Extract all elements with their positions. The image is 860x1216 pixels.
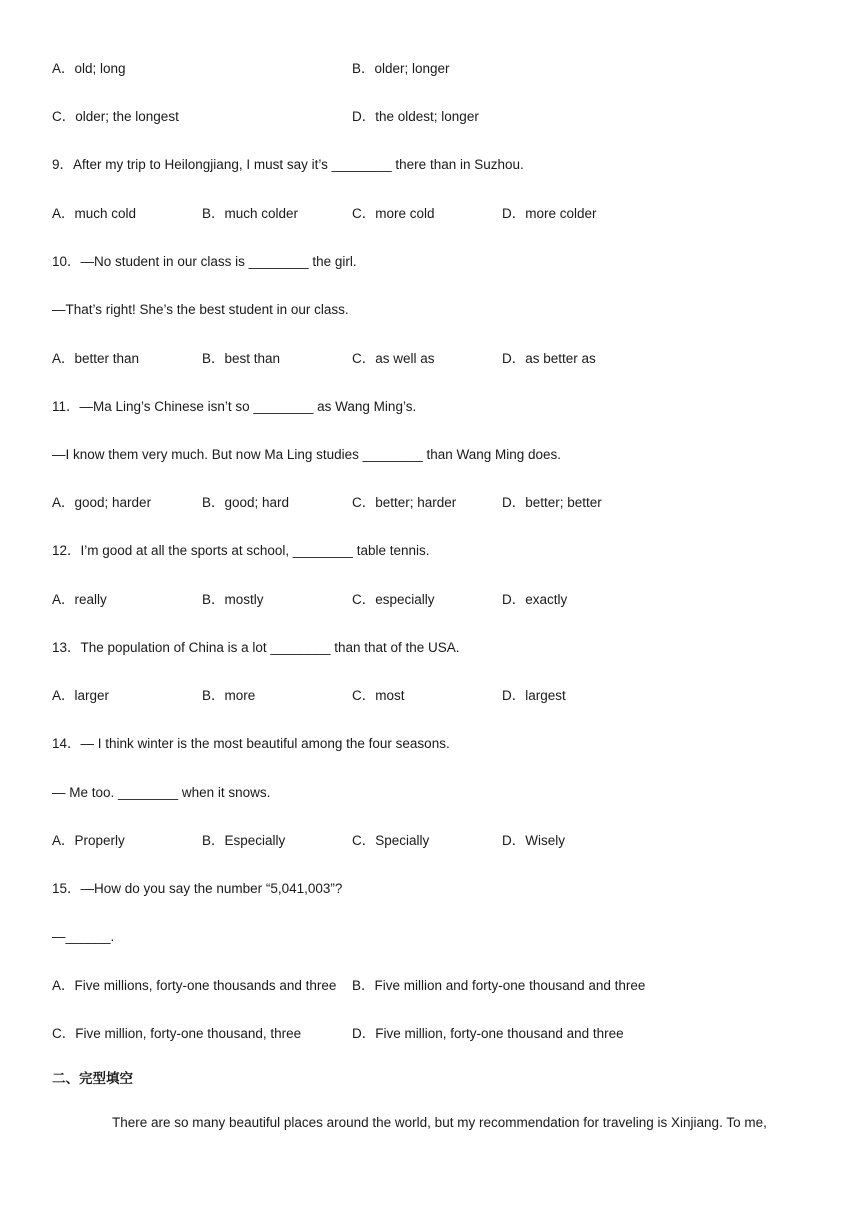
q10-reply: —That’s right! She’s the best student in our class.	[52, 302, 349, 317]
q14-option-c: C．Specially	[352, 833, 430, 848]
q11-option-a: A．good; harder	[52, 495, 152, 510]
q11-reply: —I know them very much. But now Ma Ling studies ________ than Wang Ming does.	[52, 447, 562, 462]
q14-option-b: B．Especially	[202, 833, 286, 848]
q13-option-c: C．most	[352, 688, 405, 703]
q15-stem: 15．—How do you say the number “5,041,003”?	[52, 881, 343, 896]
q12-option-c: C．especially	[352, 592, 435, 607]
q9-option-d: D．more colder	[502, 206, 597, 221]
q13-option-b: B．more	[202, 688, 256, 703]
q10-option-c: C．as well as	[352, 351, 435, 366]
q11-option-b: B．good; hard	[202, 495, 290, 510]
q13-option-d: D．largest	[502, 688, 566, 703]
section-title-cloze: 二、完型填空	[52, 1071, 133, 1086]
q12-stem: 12．I’m good at all the sports at school, ________ table tennis.	[52, 543, 430, 558]
q8-option-b: B．older; longer	[352, 61, 450, 76]
q8-option-d: D．the oldest; longer	[352, 109, 479, 124]
q11-option-c: C．better; harder	[352, 495, 457, 510]
q9-option-b: B．much colder	[202, 206, 299, 221]
q10-option-b: B．best than	[202, 351, 281, 366]
q13-stem: 13．The population of China is a lot ________ than that of the USA.	[52, 640, 460, 655]
q15-reply: —______.	[52, 929, 115, 944]
q9-option-c: C．more cold	[352, 206, 435, 221]
q15-option-b: B．Five million and forty-one thousand and three	[352, 978, 646, 993]
q12-option-d: D．exactly	[502, 592, 568, 607]
cloze-passage-line: There are so many beautiful places around the world, but my recommendation for traveling is Xinjiang. To me,	[112, 1115, 767, 1130]
q15-option-c: C．Five million, forty-one thousand, three	[52, 1026, 302, 1041]
q10-option-a: A．better than	[52, 351, 140, 366]
q14-reply: — Me too. ________ when it snows.	[52, 785, 271, 800]
q9-stem: 9．After my trip to Heilongjiang, I must say it’s ________ there than in Suzhou.	[52, 157, 524, 172]
q14-stem: 14．— I think winter is the most beautiful among the four seasons.	[52, 736, 450, 751]
q14-option-d: D．Wisely	[502, 833, 565, 848]
q14-option-a: A．Properly	[52, 833, 125, 848]
q10-option-d: D．as better as	[502, 351, 596, 366]
q13-option-a: A．larger	[52, 688, 110, 703]
q11-stem: 11．—Ma Ling’s Chinese isn’t so ________ as Wang Ming’s.	[52, 399, 417, 414]
q8-option-c: C．older; the longest	[52, 109, 179, 124]
q12-option-b: B．mostly	[202, 592, 264, 607]
q8-option-a: A．old; long	[52, 61, 126, 76]
q11-option-d: D．better; better	[502, 495, 602, 510]
q12-option-a: A．really	[52, 592, 107, 607]
q15-option-a: A．Five millions, forty-one thousands and three	[52, 978, 337, 993]
q10-stem: 10．—No student in our class is ________ the girl.	[52, 254, 357, 269]
q9-option-a: A．much cold	[52, 206, 137, 221]
q15-option-d: D．Five million, forty-one thousand and three	[352, 1026, 624, 1041]
